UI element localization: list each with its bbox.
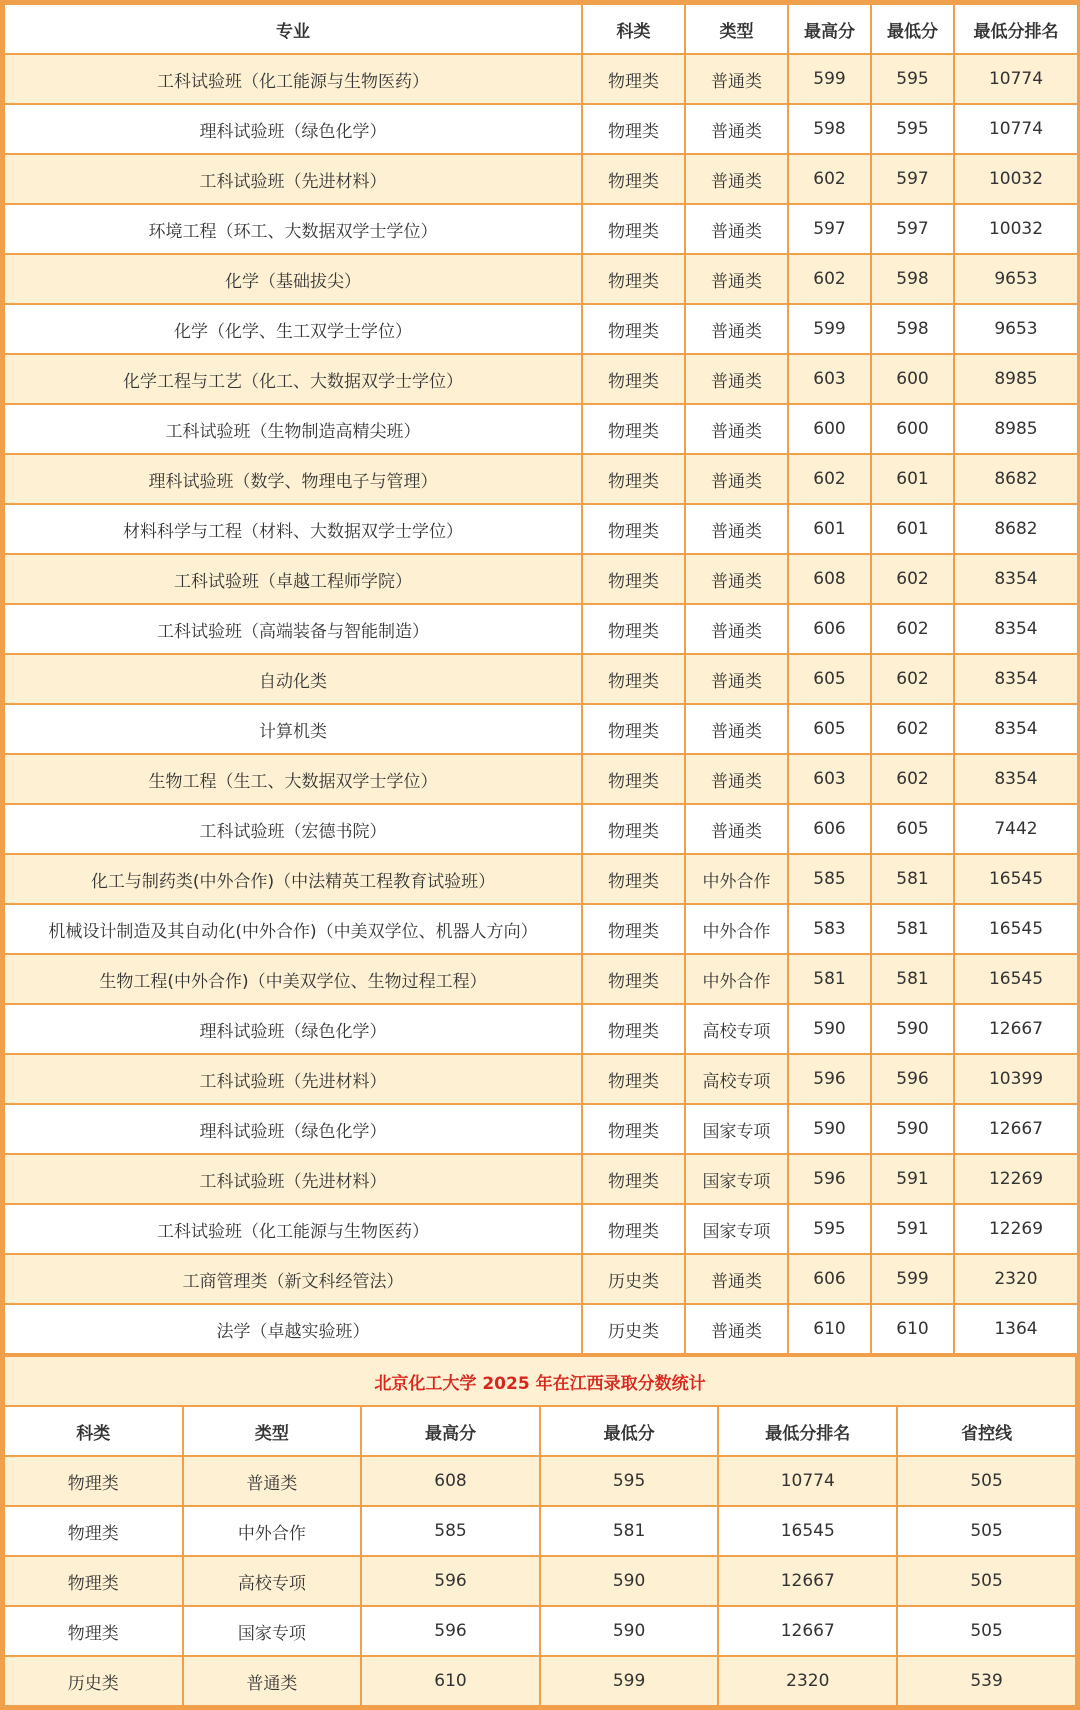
max-score-cell: 606 (788, 1254, 871, 1304)
type-cell: 普通类 (685, 454, 788, 504)
majors-header-row (4, 4, 1078, 54)
subject-cell: 物理类 (582, 654, 685, 704)
table-row (4, 804, 1078, 854)
summary-row (4, 1606, 1076, 1656)
max-score-cell: 590 (788, 1104, 871, 1154)
min-rank-cell: 10032 (954, 204, 1078, 254)
header-subject: 科类 (582, 4, 685, 54)
min-score-cell: 598 (871, 254, 954, 304)
table-row (4, 154, 1078, 204)
table-row (4, 504, 1078, 554)
min-rank-cell: 8682 (954, 504, 1078, 554)
type-cell: 普通类 (685, 804, 788, 854)
min-score-cell: 610 (871, 1304, 954, 1354)
min-score-cell: 597 (871, 154, 954, 204)
max-score-cell: 585 (788, 854, 871, 904)
major-name-cell: 计算机类 (4, 704, 582, 754)
min-rank-cell: 10032 (954, 154, 1078, 204)
summary-row (4, 1456, 1076, 1506)
min-rank-cell: 12667 (954, 1004, 1078, 1054)
min-rank-cell: 12667 (954, 1104, 1078, 1154)
major-name-cell: 工商管理类（新文科经管法） (4, 1254, 582, 1304)
type-cell: 普通类 (685, 154, 788, 204)
summary-min-score-cell: 590 (540, 1556, 719, 1606)
summary-min-rank-cell: 10774 (718, 1456, 897, 1506)
table-row (4, 304, 1078, 354)
subject-cell: 物理类 (582, 554, 685, 604)
summary-subject-cell: 物理类 (4, 1606, 183, 1656)
max-score-cell: 602 (788, 154, 871, 204)
min-rank-cell: 8354 (954, 654, 1078, 704)
min-score-cell: 591 (871, 1154, 954, 1204)
major-name-cell: 环境工程（环工、大数据双学士学位） (4, 204, 582, 254)
type-cell: 普通类 (685, 654, 788, 704)
summary-max-score-cell: 585 (361, 1506, 540, 1556)
max-score-cell: 599 (788, 304, 871, 354)
major-name-cell: 法学（卓越实验班） (4, 1304, 582, 1354)
min-rank-cell: 1364 (954, 1304, 1078, 1354)
min-rank-cell: 8985 (954, 354, 1078, 404)
table-row (4, 404, 1078, 454)
major-name-cell: 理科试验班（绿色化学） (4, 1104, 582, 1154)
min-score-cell: 591 (871, 1204, 954, 1254)
type-cell: 普通类 (685, 54, 788, 104)
table-row (4, 104, 1078, 154)
major-name-cell: 生物工程(中外合作)（中美双学位、生物过程工程） (4, 954, 582, 1004)
type-cell: 国家专项 (685, 1104, 788, 1154)
table-row (4, 204, 1078, 254)
min-score-cell: 601 (871, 504, 954, 554)
subject-cell: 物理类 (582, 154, 685, 204)
header-min-score: 最低分 (871, 4, 954, 54)
max-score-cell: 599 (788, 54, 871, 104)
subject-cell: 物理类 (582, 754, 685, 804)
type-cell: 国家专项 (685, 1204, 788, 1254)
summary-row (4, 1656, 1076, 1706)
summary-header-max-score: 最高分 (361, 1406, 540, 1456)
max-score-cell: 590 (788, 1004, 871, 1054)
summary-min-score-cell: 581 (540, 1506, 719, 1556)
major-name-cell: 理科试验班（绿色化学） (4, 1004, 582, 1054)
summary-header-subject: 科类 (4, 1406, 183, 1456)
summary-title-row (4, 1356, 1076, 1406)
max-score-cell: 596 (788, 1154, 871, 1204)
subject-cell: 物理类 (582, 1204, 685, 1254)
major-name-cell: 工科试验班（先进材料） (4, 1154, 582, 1204)
max-score-cell: 606 (788, 604, 871, 654)
summary-row (4, 1556, 1076, 1606)
min-rank-cell: 8354 (954, 704, 1078, 754)
min-score-cell: 598 (871, 304, 954, 354)
type-cell: 普通类 (685, 1254, 788, 1304)
header-max-score: 最高分 (788, 4, 871, 54)
min-rank-cell: 9653 (954, 254, 1078, 304)
subject-cell: 物理类 (582, 1154, 685, 1204)
subject-cell: 物理类 (582, 454, 685, 504)
summary-control-line-cell: 505 (897, 1556, 1076, 1606)
major-name-cell: 工科试验班（卓越工程师学院） (4, 554, 582, 604)
summary-subject-cell: 物理类 (4, 1506, 183, 1556)
min-score-cell: 602 (871, 654, 954, 704)
table-row (4, 1054, 1078, 1104)
min-rank-cell: 10399 (954, 1054, 1078, 1104)
summary-max-score-cell: 596 (361, 1606, 540, 1656)
max-score-cell: 583 (788, 904, 871, 954)
min-score-cell: 602 (871, 604, 954, 654)
summary-max-score-cell: 596 (361, 1556, 540, 1606)
max-score-cell: 596 (788, 1054, 871, 1104)
table-row (4, 1104, 1078, 1154)
max-score-cell: 600 (788, 404, 871, 454)
summary-type-cell: 国家专项 (183, 1606, 362, 1656)
header-type: 类型 (685, 4, 788, 54)
major-name-cell: 理科试验班（绿色化学） (4, 104, 582, 154)
subject-cell: 物理类 (582, 404, 685, 454)
subject-cell: 物理类 (582, 304, 685, 354)
major-name-cell: 化学工程与工艺（化工、大数据双学士学位） (4, 354, 582, 404)
subject-cell: 历史类 (582, 1304, 685, 1354)
max-score-cell: 602 (788, 454, 871, 504)
min-rank-cell: 12269 (954, 1204, 1078, 1254)
min-score-cell: 605 (871, 804, 954, 854)
min-score-cell: 597 (871, 204, 954, 254)
major-name-cell: 材料科学与工程（材料、大数据双学士学位） (4, 504, 582, 554)
min-rank-cell: 8354 (954, 604, 1078, 654)
major-name-cell: 工科试验班（化工能源与生物医药） (4, 1204, 582, 1254)
major-name-cell: 化学（化学、生工双学士学位） (4, 304, 582, 354)
max-score-cell: 608 (788, 554, 871, 604)
summary-header-min-rank: 最低分排名 (718, 1406, 897, 1456)
summary-type-cell: 高校专项 (183, 1556, 362, 1606)
major-name-cell: 化学（基础拔尖） (4, 254, 582, 304)
summary-type-cell: 中外合作 (183, 1506, 362, 1556)
max-score-cell: 598 (788, 104, 871, 154)
table-row (4, 1204, 1078, 1254)
summary-min-rank-cell: 12667 (718, 1556, 897, 1606)
table-row (4, 1004, 1078, 1054)
type-cell: 普通类 (685, 554, 788, 604)
min-score-cell: 602 (871, 754, 954, 804)
min-rank-cell: 10774 (954, 104, 1078, 154)
header-min-rank: 最低分排名 (954, 4, 1078, 54)
min-score-cell: 601 (871, 454, 954, 504)
summary-subject-cell: 历史类 (4, 1656, 183, 1706)
type-cell: 高校专项 (685, 1004, 788, 1054)
subject-cell: 物理类 (582, 504, 685, 554)
subject-cell: 历史类 (582, 1254, 685, 1304)
max-score-cell: 601 (788, 504, 871, 554)
table-row (4, 454, 1078, 504)
type-cell: 中外合作 (685, 954, 788, 1004)
table-row (4, 254, 1078, 304)
max-score-cell: 603 (788, 754, 871, 804)
min-score-cell: 602 (871, 554, 954, 604)
majors-table (3, 3, 1079, 1355)
min-score-cell: 581 (871, 954, 954, 1004)
min-score-cell: 581 (871, 854, 954, 904)
summary-header-row (4, 1406, 1076, 1456)
type-cell: 普通类 (685, 254, 788, 304)
summary-min-score-cell: 590 (540, 1606, 719, 1656)
min-rank-cell: 12269 (954, 1154, 1078, 1204)
subject-cell: 物理类 (582, 904, 685, 954)
major-name-cell: 工科试验班（宏德书院） (4, 804, 582, 854)
min-rank-cell: 7442 (954, 804, 1078, 854)
type-cell: 普通类 (685, 404, 788, 454)
max-score-cell: 606 (788, 804, 871, 854)
min-score-cell: 581 (871, 904, 954, 954)
summary-header-min-score: 最低分 (540, 1406, 719, 1456)
summary-control-line-cell: 505 (897, 1506, 1076, 1556)
min-rank-cell: 8985 (954, 404, 1078, 454)
min-score-cell: 596 (871, 1054, 954, 1104)
table-row (4, 754, 1078, 804)
major-name-cell: 工科试验班（先进材料） (4, 154, 582, 204)
major-name-cell: 工科试验班（化工能源与生物医药） (4, 54, 582, 104)
type-cell: 普通类 (685, 504, 788, 554)
summary-control-line-cell: 505 (897, 1606, 1076, 1656)
subject-cell: 物理类 (582, 1104, 685, 1154)
min-score-cell: 595 (871, 54, 954, 104)
type-cell: 中外合作 (685, 854, 788, 904)
summary-subject-cell: 物理类 (4, 1556, 183, 1606)
summary-control-line-cell: 505 (897, 1456, 1076, 1506)
min-rank-cell: 2320 (954, 1254, 1078, 1304)
min-rank-cell: 16545 (954, 954, 1078, 1004)
table-row (4, 954, 1078, 1004)
major-name-cell: 理科试验班（数学、物理电子与管理） (4, 454, 582, 504)
subject-cell: 物理类 (582, 954, 685, 1004)
subject-cell: 物理类 (582, 204, 685, 254)
major-name-cell: 工科试验班（先进材料） (4, 1054, 582, 1104)
summary-type-cell: 普通类 (183, 1456, 362, 1506)
summary-control-line-cell: 539 (897, 1656, 1076, 1706)
subject-cell: 物理类 (582, 104, 685, 154)
subject-cell: 物理类 (582, 704, 685, 754)
table-row (4, 54, 1078, 104)
summary-min-rank-cell: 16545 (718, 1506, 897, 1556)
summary-header-control-line: 省控线 (897, 1406, 1076, 1456)
subject-cell: 物理类 (582, 1054, 685, 1104)
type-cell: 中外合作 (685, 904, 788, 954)
min-score-cell: 595 (871, 104, 954, 154)
summary-min-rank-cell: 2320 (718, 1656, 897, 1706)
table-row (4, 654, 1078, 704)
summary-min-score-cell: 595 (540, 1456, 719, 1506)
type-cell: 普通类 (685, 204, 788, 254)
major-name-cell: 自动化类 (4, 654, 582, 704)
type-cell: 高校专项 (685, 1054, 788, 1104)
summary-min-score-cell: 599 (540, 1656, 719, 1706)
max-score-cell: 605 (788, 704, 871, 754)
min-rank-cell: 16545 (954, 854, 1078, 904)
type-cell: 普通类 (685, 604, 788, 654)
min-rank-cell: 8354 (954, 754, 1078, 804)
type-cell: 普通类 (685, 354, 788, 404)
max-score-cell: 595 (788, 1204, 871, 1254)
summary-title: 北京化工大学 2025 年在江西录取分数统计 (4, 1356, 1076, 1406)
min-rank-cell: 8682 (954, 454, 1078, 504)
summary-min-rank-cell: 12667 (718, 1606, 897, 1656)
type-cell: 普通类 (685, 104, 788, 154)
min-score-cell: 602 (871, 704, 954, 754)
min-rank-cell: 10774 (954, 54, 1078, 104)
summary-header-type: 类型 (183, 1406, 362, 1456)
max-score-cell: 605 (788, 654, 871, 704)
table-row (4, 554, 1078, 604)
max-score-cell: 581 (788, 954, 871, 1004)
subject-cell: 物理类 (582, 54, 685, 104)
major-name-cell: 机械设计制造及其自动化(中外合作)（中美双学位、机器人方向） (4, 904, 582, 954)
summary-table (3, 1355, 1077, 1707)
min-rank-cell: 8354 (954, 554, 1078, 604)
subject-cell: 物理类 (582, 604, 685, 654)
subject-cell: 物理类 (582, 854, 685, 904)
summary-max-score-cell: 608 (361, 1456, 540, 1506)
min-score-cell: 590 (871, 1104, 954, 1154)
summary-row (4, 1506, 1076, 1556)
table-row (4, 854, 1078, 904)
type-cell: 普通类 (685, 304, 788, 354)
max-score-cell: 610 (788, 1304, 871, 1354)
type-cell: 普通类 (685, 704, 788, 754)
summary-type-cell: 普通类 (183, 1656, 362, 1706)
subject-cell: 物理类 (582, 354, 685, 404)
type-cell: 国家专项 (685, 1154, 788, 1204)
summary-max-score-cell: 610 (361, 1656, 540, 1706)
table-row (4, 904, 1078, 954)
max-score-cell: 597 (788, 204, 871, 254)
major-name-cell: 化工与制药类(中外合作)（中法精英工程教育试验班） (4, 854, 582, 904)
header-major: 专业 (4, 4, 582, 54)
max-score-cell: 603 (788, 354, 871, 404)
max-score-cell: 602 (788, 254, 871, 304)
table-row (4, 604, 1078, 654)
min-score-cell: 599 (871, 1254, 954, 1304)
subject-cell: 物理类 (582, 1004, 685, 1054)
summary-subject-cell: 物理类 (4, 1456, 183, 1506)
subject-cell: 物理类 (582, 804, 685, 854)
table-row (4, 1304, 1078, 1354)
table-row (4, 1154, 1078, 1204)
min-score-cell: 590 (871, 1004, 954, 1054)
major-name-cell: 生物工程（生工、大数据双学士学位） (4, 754, 582, 804)
min-rank-cell: 9653 (954, 304, 1078, 354)
table-row (4, 354, 1078, 404)
min-rank-cell: 16545 (954, 904, 1078, 954)
subject-cell: 物理类 (582, 254, 685, 304)
major-name-cell: 工科试验班（高端装备与智能制造） (4, 604, 582, 654)
type-cell: 普通类 (685, 754, 788, 804)
table-row (4, 1254, 1078, 1304)
table-row (4, 704, 1078, 754)
min-score-cell: 600 (871, 354, 954, 404)
min-score-cell: 600 (871, 404, 954, 454)
major-name-cell: 工科试验班（生物制造高精尖班） (4, 404, 582, 454)
type-cell: 普通类 (685, 1304, 788, 1354)
